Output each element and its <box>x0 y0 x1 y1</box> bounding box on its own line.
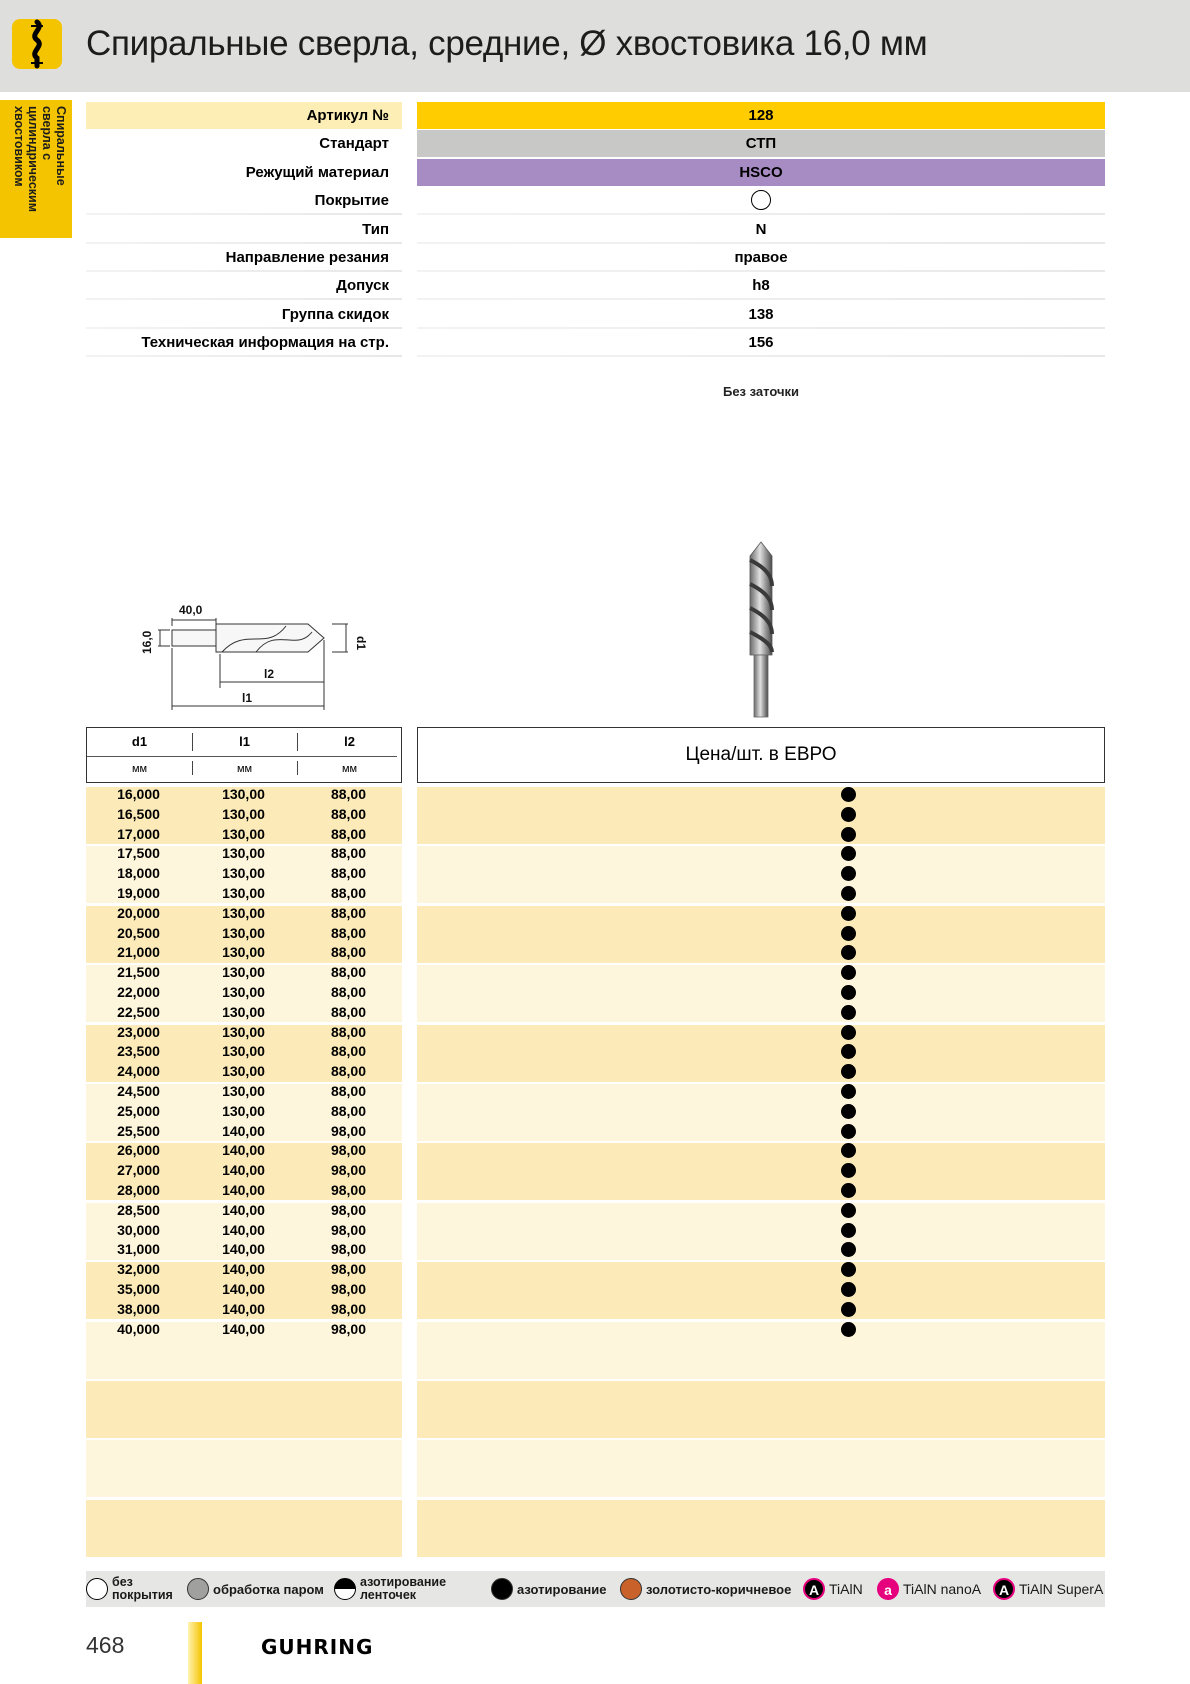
cell-l2: 98,00 <box>330 1142 367 1159</box>
availability-dot-icon <box>841 1163 856 1178</box>
availability-dot-icon <box>841 1242 856 1257</box>
cell-l2: 98,00 <box>330 1162 367 1179</box>
cell-l1: 140,00 <box>222 1201 265 1218</box>
availability-dot-icon <box>841 846 856 861</box>
cell-l2: 88,00 <box>330 885 367 901</box>
unit-l1: мм <box>236 763 253 775</box>
cell-d1: 30,000 <box>117 1221 160 1238</box>
cell-l2: 88,00 <box>330 1023 367 1040</box>
note-text: Без заточки <box>722 384 800 399</box>
land-nitrided-icon <box>334 1578 356 1600</box>
availability-dot-icon <box>841 1322 856 1337</box>
table-row[interactable] <box>86 1239 1105 1259</box>
footer-accent-bar <box>188 1622 202 1684</box>
table-row[interactable] <box>86 1180 1105 1200</box>
table-row[interactable] <box>86 1259 1105 1279</box>
tialn-nanoa-icon: a <box>877 1578 899 1600</box>
cell-l2: 88,00 <box>330 924 367 941</box>
table-row[interactable] <box>86 1041 1105 1061</box>
table-row[interactable] <box>86 1101 1105 1121</box>
cell-l2: 88,00 <box>330 1003 367 1020</box>
cell-d1: 25,000 <box>117 1102 160 1119</box>
cell-l2: 88,00 <box>330 805 367 822</box>
attribute-label: Допуск <box>336 277 389 295</box>
cell-d1: 21,000 <box>117 944 160 961</box>
cell-d1: 22,500 <box>117 1003 160 1020</box>
column-separator <box>192 733 193 751</box>
column-separator <box>297 733 298 751</box>
attribute-value: 156 <box>748 334 774 352</box>
legend-item <box>803 1571 863 1607</box>
availability-dot-icon <box>841 965 856 980</box>
cell-l2: 98,00 <box>330 1122 367 1139</box>
availability-dot-icon <box>841 1025 856 1040</box>
legend-label: TiAlN <box>829 1581 863 1597</box>
availability-dot-icon <box>841 985 856 1000</box>
cell-l1: 140,00 <box>222 1162 265 1179</box>
availability-dot-icon <box>841 1223 856 1238</box>
cell-d1: 31,000 <box>117 1241 160 1258</box>
cell-l2: 88,00 <box>330 786 367 802</box>
cell-l2: 88,00 <box>330 1083 367 1099</box>
cell-d1: 17,000 <box>117 825 160 842</box>
cell-l2: 98,00 <box>330 1241 367 1258</box>
tialn-supera-icon: A <box>993 1578 1015 1600</box>
cell-l2: 88,00 <box>330 825 367 842</box>
cell-l2: 88,00 <box>330 964 367 981</box>
availability-dot-icon <box>841 1183 856 1198</box>
page-title: Спиральные сверла, средние, Ø хвостовика 16,0 мм <box>86 24 928 63</box>
table-row[interactable] <box>86 982 1105 1002</box>
cell-l1: 130,00 <box>222 964 265 981</box>
attribute-value: СТП <box>417 130 1105 157</box>
tialn-icon: A <box>803 1578 825 1600</box>
row-divider <box>417 355 1105 357</box>
column-separator <box>297 761 298 775</box>
unit-d1: мм <box>131 763 148 775</box>
attribute-label: Тип <box>362 220 389 238</box>
cell-d1: 24,500 <box>117 1083 160 1099</box>
cell-l1: 130,00 <box>222 845 265 862</box>
table-row[interactable] <box>86 843 1105 863</box>
table-band <box>417 1381 1105 1438</box>
cell-d1: 18,000 <box>117 865 160 882</box>
cell-l2: 88,00 <box>330 865 367 882</box>
table-row[interactable] <box>86 1279 1105 1299</box>
table-row[interactable] <box>86 942 1105 962</box>
table-row[interactable] <box>86 1160 1105 1180</box>
cell-l1: 140,00 <box>222 1320 265 1337</box>
table-row[interactable] <box>86 1220 1105 1240</box>
table-row[interactable] <box>86 1002 1105 1022</box>
cell-d1: 27,000 <box>117 1162 160 1179</box>
legend-item <box>877 1571 981 1607</box>
attribute-value: 138 <box>748 305 774 323</box>
page-number: 468 <box>86 1632 125 1658</box>
availability-dot-icon <box>841 1282 856 1297</box>
availability-dot-icon <box>841 1203 856 1218</box>
availability-dot-icon <box>841 1302 856 1317</box>
gold-brown-icon <box>620 1578 642 1600</box>
row-divider <box>86 355 402 357</box>
attribute-value: h8 <box>752 277 770 295</box>
steam-treated-icon <box>187 1578 209 1600</box>
table-band <box>86 1500 402 1557</box>
cell-l2: 88,00 <box>330 1063 367 1080</box>
cell-l1: 130,00 <box>222 1023 265 1040</box>
table-band <box>417 1440 1105 1497</box>
attribute-value: N <box>755 220 767 238</box>
cell-d1: 20,000 <box>117 904 160 921</box>
table-row[interactable] <box>86 1022 1105 1042</box>
uncoated-circle-icon <box>751 190 771 210</box>
cell-l1: 140,00 <box>222 1142 265 1159</box>
l2-label: l2 <box>264 667 275 681</box>
category-side-tab[interactable] <box>0 100 72 238</box>
attribute-value: 128 <box>417 102 1105 129</box>
table-band <box>86 1440 402 1497</box>
l1-label: l1 <box>242 691 253 705</box>
cell-d1: 16,500 <box>117 805 160 822</box>
availability-dot-icon <box>841 1104 856 1119</box>
page-header <box>0 0 1190 92</box>
legend-label: TiAlN nanoA <box>903 1581 982 1597</box>
nitrided-icon <box>491 1578 513 1600</box>
cell-d1: 28,500 <box>117 1201 160 1218</box>
table-row[interactable] <box>86 962 1105 982</box>
cell-l1: 130,00 <box>222 984 265 1000</box>
legend-label: азотирование ленточек <box>360 1575 447 1602</box>
table-row[interactable] <box>86 804 1105 824</box>
column-separator <box>192 761 193 775</box>
cell-l2: 88,00 <box>330 904 367 921</box>
attribute-label: Режущий материал <box>245 163 389 181</box>
cell-l1: 130,00 <box>222 944 265 961</box>
legend-item <box>187 1571 324 1607</box>
table-row[interactable] <box>86 903 1105 923</box>
table-row[interactable] <box>86 1121 1105 1141</box>
attribute-value: HSCO <box>417 159 1105 186</box>
cell-l1: 140,00 <box>222 1300 265 1317</box>
cell-l2: 98,00 <box>330 1320 367 1337</box>
cell-l2: 98,00 <box>330 1201 367 1218</box>
availability-dot-icon <box>841 807 856 822</box>
availability-dot-icon <box>841 1064 856 1079</box>
cell-d1: 38,000 <box>117 1300 160 1317</box>
legend-label: золотисто-коричневое <box>646 1581 792 1597</box>
cell-l1: 140,00 <box>222 1182 265 1198</box>
legend-item <box>993 1571 1103 1607</box>
cell-l2: 98,00 <box>330 1281 367 1297</box>
drill-bit-icon <box>12 19 62 69</box>
cell-l1: 130,00 <box>222 1083 265 1099</box>
cell-d1: 21,500 <box>117 964 160 981</box>
price-column-header: Цена/шт. в ЕВРО <box>417 727 1105 783</box>
availability-dot-icon <box>841 866 856 881</box>
shank-length-label: 40,0 <box>179 603 203 617</box>
table-row[interactable] <box>86 1200 1105 1220</box>
table-row[interactable] <box>86 824 1105 844</box>
attribute-label: Группа скидок <box>281 305 389 323</box>
attribute-label: Покрытие <box>314 192 389 210</box>
legend-item <box>620 1571 791 1607</box>
cell-l1: 140,00 <box>222 1261 265 1278</box>
table-row[interactable] <box>86 923 1105 943</box>
table-column-header <box>86 727 402 783</box>
table-row[interactable] <box>86 1319 1105 1339</box>
availability-dot-icon <box>841 787 856 802</box>
cell-l1: 130,00 <box>222 865 265 882</box>
cell-l1: 130,00 <box>222 825 265 842</box>
cell-l2: 88,00 <box>330 984 367 1000</box>
drill-product-photo <box>736 540 786 720</box>
brand-logo: GUHRING <box>261 1635 374 1659</box>
cell-l1: 130,00 <box>222 1102 265 1119</box>
cell-l1: 130,00 <box>222 1003 265 1020</box>
header-divider <box>87 756 397 757</box>
cell-l1: 140,00 <box>222 1122 265 1139</box>
legend-label: TiAlN SuperA <box>1019 1581 1104 1597</box>
availability-dot-icon <box>841 1084 856 1099</box>
availability-dot-icon <box>841 945 856 960</box>
column-header-l1: l1 <box>239 734 250 749</box>
cell-l2: 98,00 <box>330 1182 367 1198</box>
shank-diameter-label: 16,0 <box>140 630 154 654</box>
table-row[interactable] <box>86 883 1105 903</box>
attribute-label: Направление резания <box>225 249 389 266</box>
technical-drawing <box>136 596 366 716</box>
availability-dot-icon <box>841 1124 856 1139</box>
availability-dot-icon <box>841 906 856 921</box>
cell-l2: 88,00 <box>330 1102 367 1119</box>
table-row[interactable] <box>86 784 1105 804</box>
table-row[interactable] <box>86 1140 1105 1160</box>
legend-label: обработка паром <box>213 1581 324 1597</box>
availability-dot-icon <box>841 1262 856 1277</box>
table-row[interactable] <box>86 1299 1105 1319</box>
availability-dot-icon <box>841 827 856 842</box>
unit-l2: мм <box>341 763 358 775</box>
cell-d1: 16,000 <box>117 786 160 802</box>
cell-l1: 130,00 <box>222 786 265 802</box>
attribute-value <box>417 187 1105 214</box>
table-band <box>417 1500 1105 1557</box>
table-row[interactable] <box>86 1061 1105 1081</box>
attribute-value: правое <box>734 249 788 266</box>
availability-dot-icon <box>841 1005 856 1020</box>
cell-l1: 140,00 <box>222 1241 265 1258</box>
legend-item <box>86 1571 178 1607</box>
cell-l1: 130,00 <box>222 924 265 941</box>
cell-d1: 17,500 <box>117 845 160 862</box>
cell-l1: 140,00 <box>222 1221 265 1238</box>
cell-d1: 22,000 <box>117 984 160 1000</box>
table-row[interactable] <box>86 1081 1105 1101</box>
table-band <box>86 1381 402 1438</box>
cell-l1: 130,00 <box>222 885 265 901</box>
column-header-d1: d1 <box>131 734 148 749</box>
cell-l1: 130,00 <box>222 1043 265 1060</box>
legend-label: азотирование <box>517 1581 607 1597</box>
cell-l2: 88,00 <box>330 845 367 862</box>
cell-l2: 98,00 <box>330 1300 367 1317</box>
attribute-label: Артикул № <box>86 102 402 129</box>
coating-legend <box>86 1571 1105 1607</box>
cell-l2: 88,00 <box>330 1043 367 1060</box>
cell-l1: 130,00 <box>222 904 265 921</box>
cell-d1: 19,000 <box>117 885 160 901</box>
cell-l1: 130,00 <box>222 805 265 822</box>
cell-d1: 20,500 <box>117 924 160 941</box>
legend-item <box>334 1571 460 1607</box>
side-tab-label: Спиральные сверла с цилиндрическим хвостовиком <box>12 106 68 212</box>
cell-d1: 23,500 <box>117 1043 160 1060</box>
attribute-label: Стандарт <box>319 135 389 153</box>
cell-l1: 140,00 <box>222 1281 265 1297</box>
cell-l2: 98,00 <box>330 1221 367 1238</box>
legend-item <box>491 1571 607 1607</box>
cell-l1: 130,00 <box>222 1063 265 1080</box>
cell-d1: 24,000 <box>117 1063 160 1080</box>
availability-dot-icon <box>841 1044 856 1059</box>
d1-label: d1 <box>354 636 368 651</box>
cell-l2: 88,00 <box>330 944 367 961</box>
column-header-l2: l2 <box>344 734 355 749</box>
availability-dot-icon <box>841 1143 856 1158</box>
cell-d1: 35,000 <box>117 1281 160 1297</box>
cell-d1: 23,000 <box>117 1023 160 1040</box>
uncoated-icon <box>86 1578 108 1600</box>
cell-d1: 32,000 <box>117 1261 160 1278</box>
cell-d1: 26,000 <box>117 1142 160 1159</box>
cell-d1: 28,000 <box>117 1182 160 1198</box>
table-row[interactable] <box>86 863 1105 883</box>
cell-l2: 98,00 <box>330 1261 367 1278</box>
availability-dot-icon <box>841 886 856 901</box>
cell-d1: 40,000 <box>117 1320 160 1337</box>
attribute-label: Техническая информация на стр. <box>141 334 389 352</box>
cell-d1: 25,500 <box>117 1122 160 1139</box>
legend-label: без покрытия <box>112 1575 173 1602</box>
availability-dot-icon <box>841 926 856 941</box>
